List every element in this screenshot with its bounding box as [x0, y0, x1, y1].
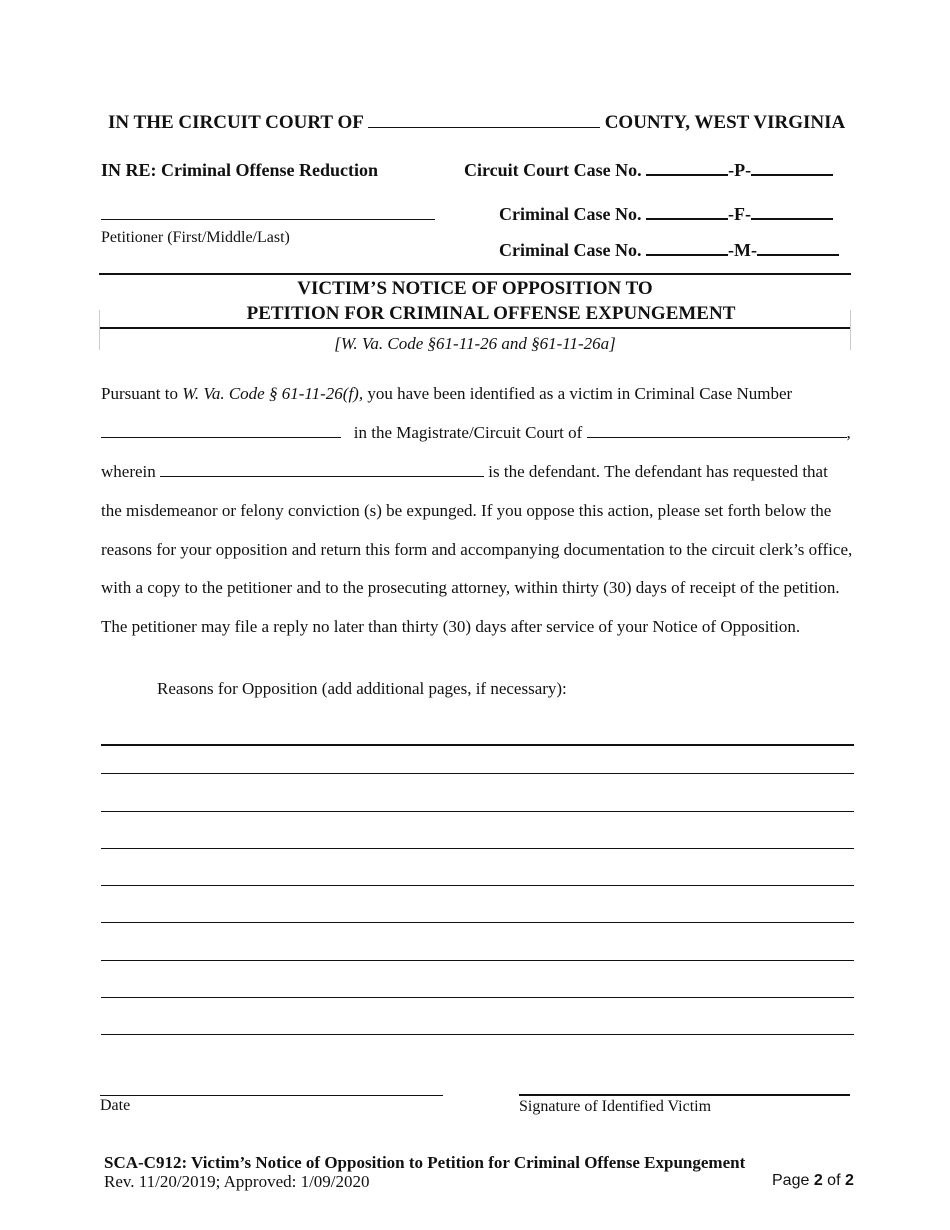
body-text: is the defendant. The defendant has requested that: [488, 462, 828, 481]
circuit-case-number-field[interactable]: [646, 160, 728, 176]
criminal-case-f-suffix-field[interactable]: [751, 204, 833, 220]
page-prefix: Page: [772, 1172, 814, 1189]
title-line-2: PETITION FOR CRIMINAL OFFENSE EXPUNGEMENT: [246, 303, 736, 324]
circuit-case-suffix-field[interactable]: [751, 160, 833, 176]
body-text: Pursuant to: [101, 384, 183, 403]
circuit-case-code: -P-: [728, 160, 752, 180]
page-total: 2: [844, 1172, 854, 1189]
body-line-2: [101, 423, 851, 443]
reasons-line[interactable]: [101, 960, 854, 961]
body-text: ,: [846, 423, 851, 442]
date-field[interactable]: [100, 1095, 443, 1096]
reasons-line[interactable]: [101, 997, 854, 998]
body-text: in the Magistrate/Circuit Court of: [353, 423, 583, 442]
petitioner-label: Petitioner (First/Middle/Last): [101, 229, 290, 246]
body-text: you have been identified as a victim in Criminal Case Number: [363, 384, 793, 403]
reasons-line[interactable]: [101, 773, 854, 774]
reasons-line[interactable]: [101, 744, 854, 746]
reasons-label: Reasons for Opposition (add additional pages, if necessary):: [157, 679, 567, 698]
criminal-case-m-suffix-field[interactable]: [757, 240, 839, 256]
statute-citation: [W. Va. Code §61-11-26 and §61-11-26a]: [334, 334, 616, 353]
title-bottom-rule: [99, 327, 851, 329]
revision-info: Rev. 11/20/2019; Approved: 1/09/2020: [104, 1172, 370, 1191]
reasons-line[interactable]: [101, 811, 854, 812]
title-line-1: VICTIM’S NOTICE OF OPPOSITION TO: [297, 278, 653, 299]
body-text: wherein: [101, 462, 156, 481]
petitioner-field[interactable]: [101, 219, 435, 220]
criminal-case-f-line: [499, 204, 833, 225]
criminal-case-code-f: -F-: [728, 204, 751, 224]
criminal-case-code-m: -M-: [728, 240, 757, 260]
criminal-case-m-line: [499, 240, 839, 261]
criminal-case-number-field[interactable]: [101, 423, 341, 438]
court-prefix: IN THE CIRCUIT COURT OF: [108, 112, 364, 133]
body-line-1: [101, 384, 792, 404]
body-line-5: reasons for your opposition and return this form and accompanying documentation to the circuit clerk’s office,: [101, 540, 853, 559]
page-number: [772, 1172, 854, 1190]
body-line-7: The petitioner may file a reply no later than thirty (30) days after service of your Notice of Opposition.: [101, 617, 801, 636]
page-current: 2: [813, 1172, 823, 1189]
date-label: Date: [100, 1097, 131, 1114]
form-title: SCA-C912: Victim’s Notice of Opposition to Petition for Criminal Offense Expungement: [104, 1153, 746, 1172]
reasons-line[interactable]: [101, 922, 854, 923]
victim-signature-field[interactable]: [519, 1094, 850, 1096]
criminal-case-m-number-field[interactable]: [646, 240, 728, 256]
in-re-label: IN RE: Criminal Offense Reduction: [101, 160, 378, 180]
code-reference: W. Va. Code § 61-11-26(f),: [182, 384, 364, 403]
defendant-name-field[interactable]: [160, 462, 484, 477]
reasons-line[interactable]: [101, 885, 854, 886]
page-of: of: [822, 1172, 845, 1189]
body-line-3: [101, 462, 828, 482]
court-name-field[interactable]: [587, 423, 847, 438]
court-suffix: COUNTY, WEST VIRGINIA: [604, 112, 846, 133]
body-line-4: the misdemeanor or felony conviction (s) be expunged. If you oppose this action, please set forth below the: [101, 501, 832, 520]
circuit-case-label: Circuit Court Case No.: [464, 160, 642, 180]
county-field[interactable]: [368, 113, 600, 128]
criminal-case-f-number-field[interactable]: [646, 204, 728, 220]
victim-signature-label: Signature of Identified Victim: [519, 1098, 712, 1115]
criminal-case-label: Criminal Case No.: [499, 240, 642, 260]
court-line: [108, 112, 845, 134]
reasons-line[interactable]: [101, 848, 854, 849]
reasons-line[interactable]: [101, 1034, 854, 1035]
title-top-rule: [99, 273, 851, 275]
circuit-case-line: [464, 160, 833, 181]
criminal-case-label: Criminal Case No.: [499, 204, 642, 224]
body-line-6: with a copy to the petitioner and to the prosecuting attorney, within thirty (30) days of receipt of the petition.: [101, 578, 840, 597]
